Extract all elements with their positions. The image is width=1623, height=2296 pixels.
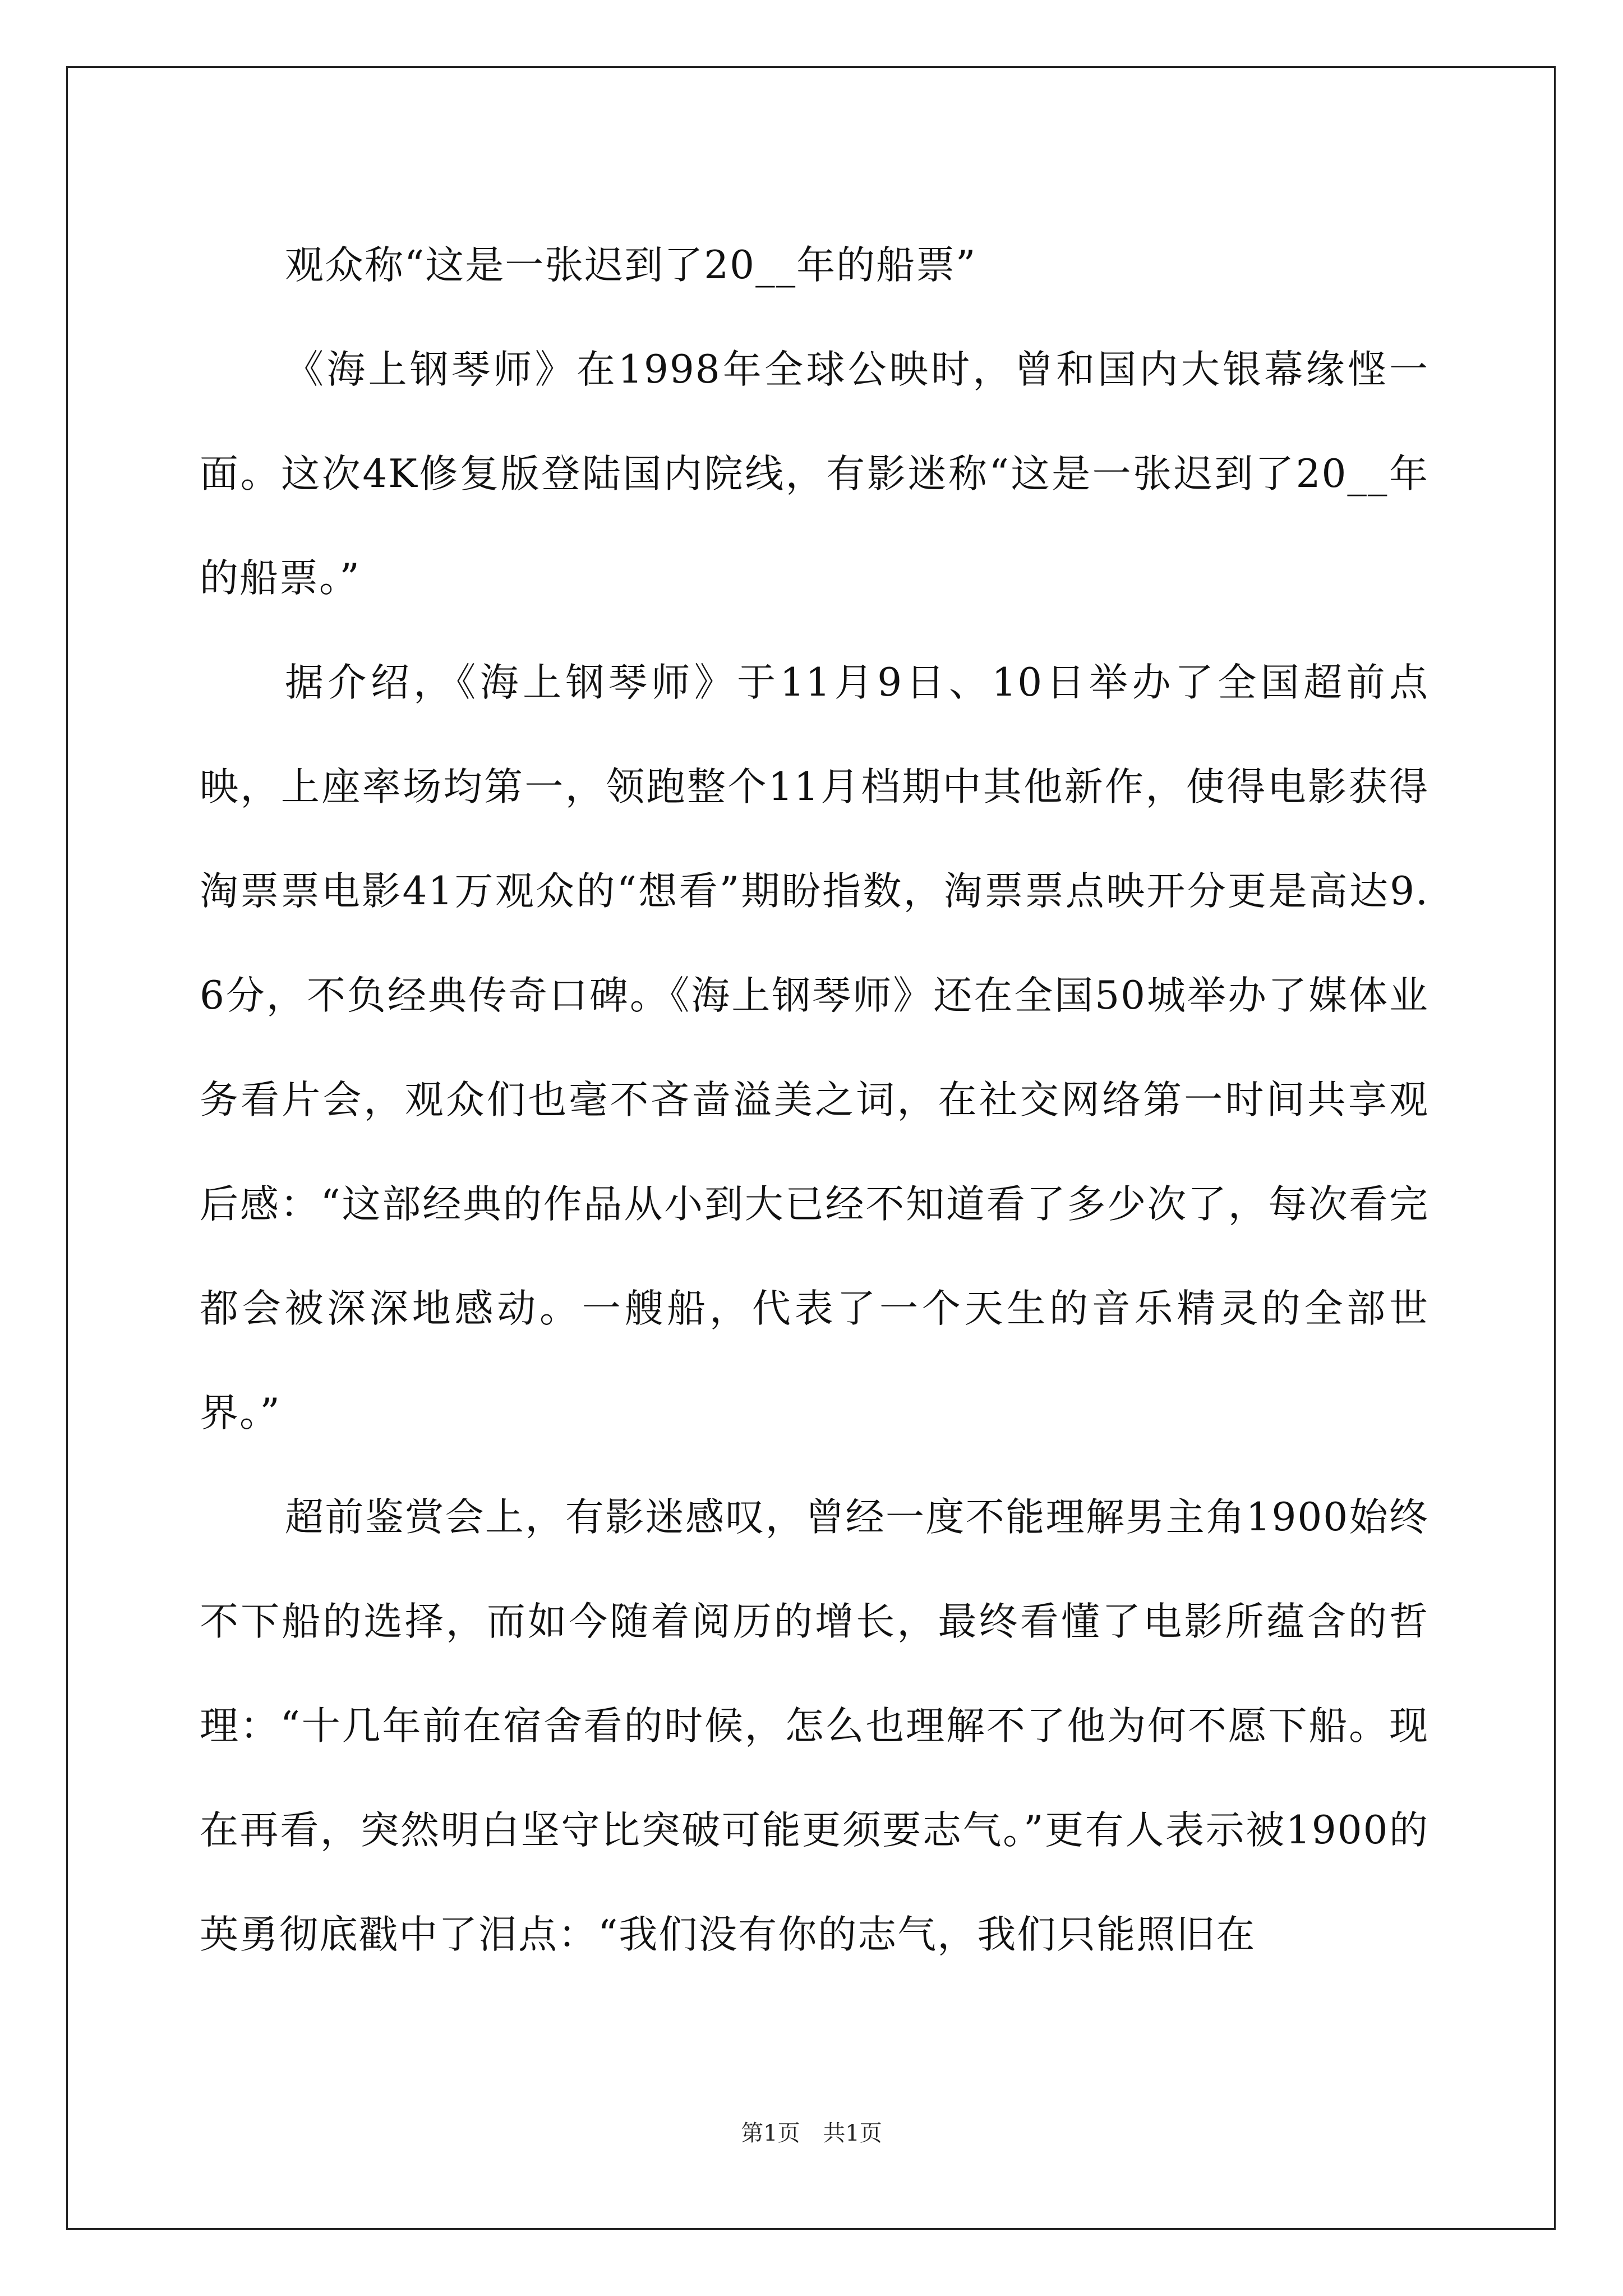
paragraph-heading: 观众称“这是一张迟到了20__年的船票” [285, 243, 977, 288]
page-total: 共1页 [823, 2120, 882, 2146]
paragraph: 据介绍，《海上钢琴师》于11月9日、10日举办了全国超前点映，上座率场均第一，领跑整个11月档期中其他新作，使得电影获得淘票票电影41万观众的“想看”期盼指数，淘票票点映开分更是高达9.6分，不负经典传奇口碑。《海上钢琴师》还在全国50城举办了媒体业务看片会，观众们也毫不吝啬溢美之词，在社交网络第一时间共享观后感：“这部经典的作品从小到大已经不知道看了多少次了，每次看完都会被深深地感动。一艘船，代表了一个天生的音乐精灵的全部世界。” [200, 660, 1429, 1435]
paragraph: 《海上钢琴师》在1998年全球公映时，曾和国内大银幕缘悭一面。这次4K修复版登陆国内院线，有影迷称“这是一张迟到了20__年的船票。” [200, 347, 1429, 601]
page-number: 第1页 [741, 2120, 800, 2146]
paragraph: 超前鉴赏会上，有影迷感叹，曾经一度不能理解男主角1900始终不下船的选择，而如今随着阅历的增长，最终看懂了电影所蕴含的哲理：“十几年前在宿舍看的时候，怎么也理解不了他为何不愿下船。现在再看，突然明白坚守比突破可能更须要志气。”更有人表示被1900的英勇彻底戳中了泪点：“我们没有你的志气，我们只能照旧在 [200, 1495, 1429, 1957]
page-footer [0, 2116, 1623, 2150]
document-body [200, 213, 1429, 1987]
